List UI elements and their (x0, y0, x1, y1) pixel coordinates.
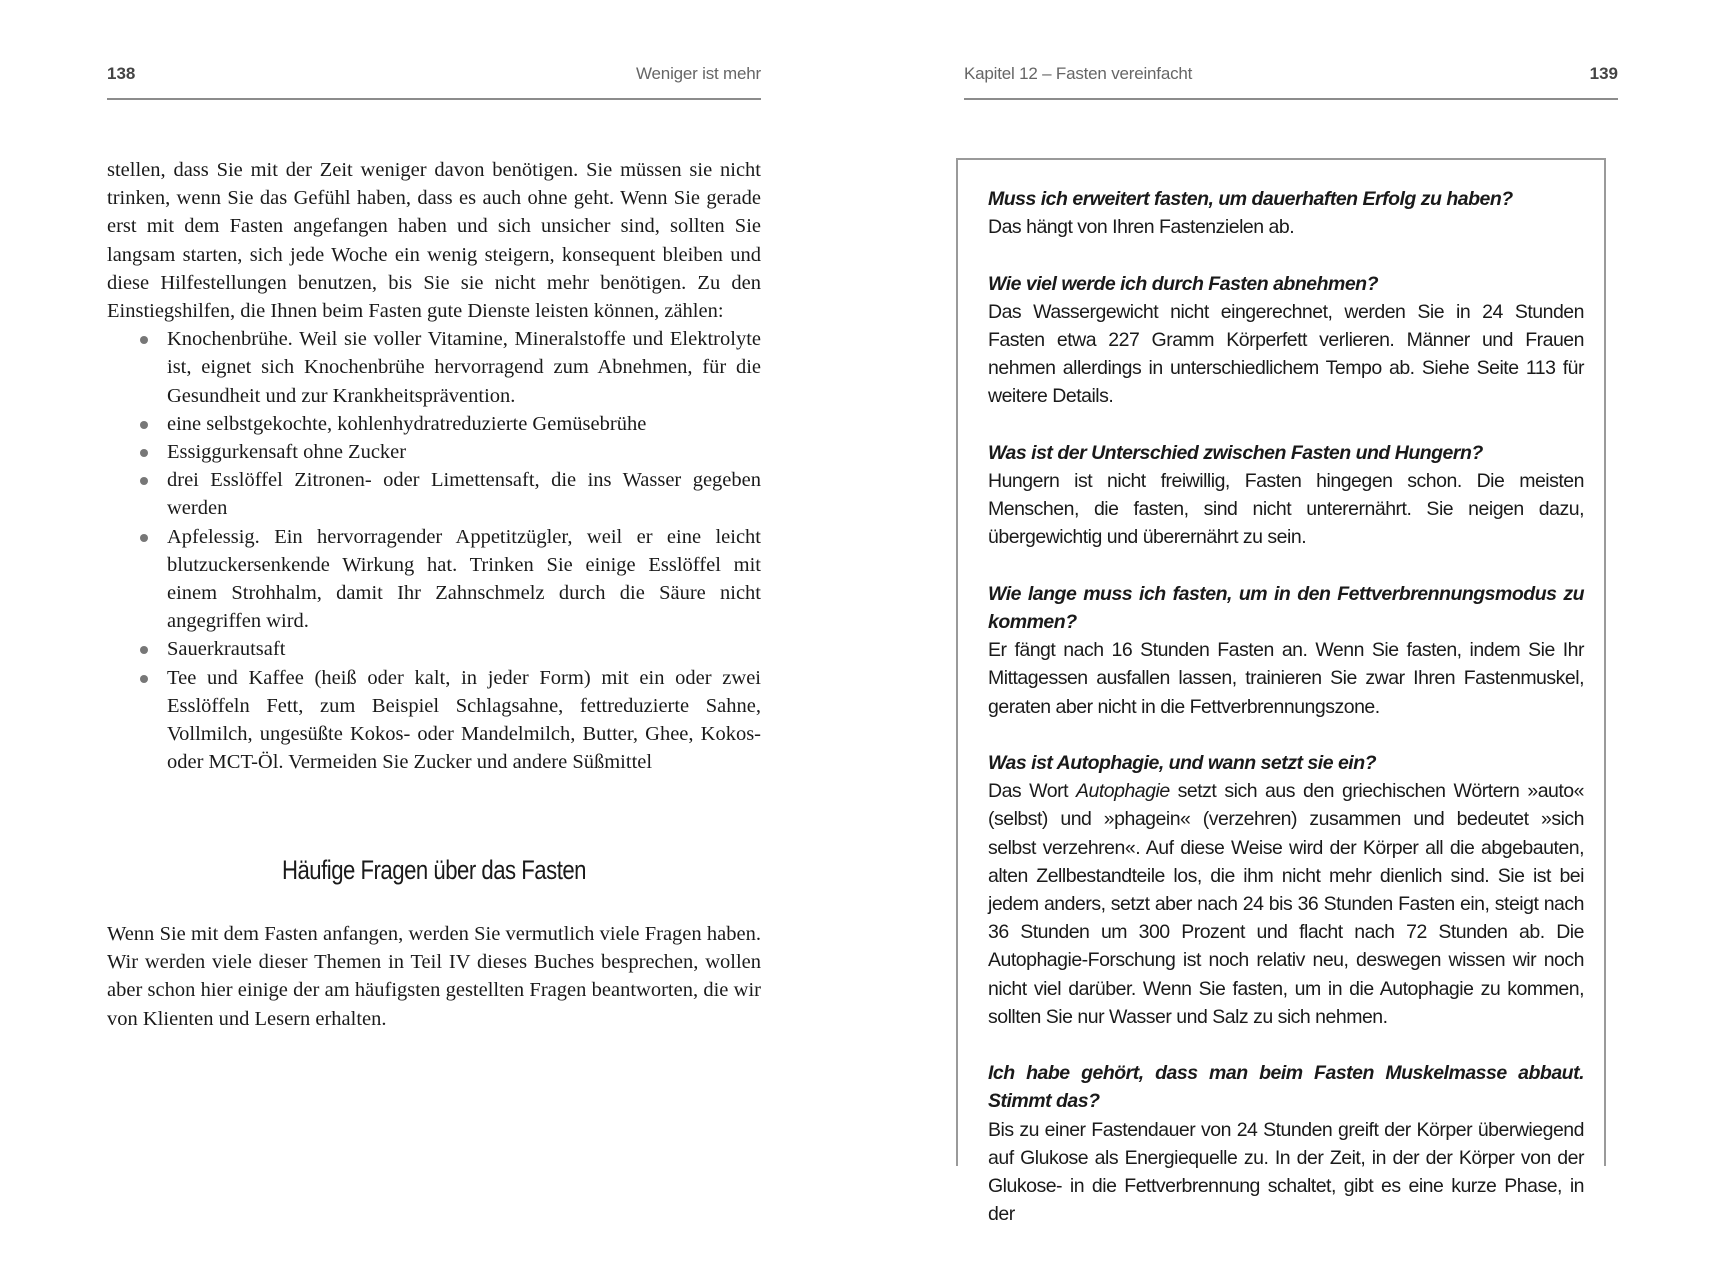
right-page (964, 0, 1618, 1270)
faq-answer: Hungern ist nicht freiwillig, Fasten hingegen schon. Die meisten Menschen, die fasten, sind nicht unterernährt. Sie neigen dazu, übergewichtig und überernährt zu sein. (988, 470, 1584, 549)
list-item: Knochenbrühe. Weil sie voller Vitamine, Mineralstoffe und Elektrolyte ist, eignet sich Knochenbrühe hervorragend zum Abnehmen, für die Gesundheit und zur Krankheitsprävention. (107, 325, 761, 410)
bullet-icon (140, 336, 148, 344)
faq-question: Wie viel werde ich durch Fasten abnehmen? (988, 272, 1379, 295)
list-item: Essiggurkensaft ohne Zucker (107, 438, 761, 466)
emphasis-term: Autophagie (1076, 780, 1170, 803)
list-item: eine selbstgekochte, kohlenhydratreduzierte Gemüsebrühe (107, 410, 761, 438)
outro-paragraph: Wenn Sie mit dem Fasten anfangen, werden Sie vermutlich viele Fragen haben. Wir werden viele dieser Themen in Teil IV dieses Buches besprechen, wollen aber schon hier einige der am häufigsten gestellten Fragen beantworten, die wir von Klienten und Lesern erhalten. (107, 923, 761, 1030)
intro-section (107, 156, 761, 776)
faq-answer: Er fängt nach 16 Stunden Fasten an. Wenn Sie fasten, indem Sie Ihr Mittagessen ausfallen lassen, trainieren Sie zwar Ihren Fastenmuskel, geraten aber nicht in die Fettverbrennungszone. (988, 639, 1584, 718)
running-head-title: Weniger ist mehr (636, 64, 761, 83)
faq-item (988, 185, 1584, 241)
faq-item (988, 1059, 1584, 1228)
faq-item (988, 580, 1584, 721)
faq-question: Wie lange muss ich fasten, um in den Fettverbrennungsmodus zu kommen? (988, 582, 1584, 633)
faq-item (988, 749, 1584, 1031)
aids-list (107, 325, 761, 776)
faq-question: Was ist Autophagie, und wann setzt sie ein? (988, 752, 1377, 774)
faq-answer: Das Wassergewicht nicht eingerechnet, werden Sie in 24 Stunden Fasten etwa 227 Gramm Körperfett verlieren. Männer und Frauen nehmen allerdings in unterschiedlichem Tempo ab. Siehe Seite 113 für weitere Details. (988, 300, 1584, 408)
faq-box (956, 158, 1606, 1226)
faq-question: Was ist der Unterschied zwischen Fasten und Hungern? (988, 441, 1483, 464)
faq-question: Muss ich erweitert fasten, um dauerhaften Erfolg zu haben? (988, 188, 1513, 210)
bullet-icon (140, 421, 148, 429)
page-number: 139 (1589, 64, 1618, 83)
page-number: 138 (107, 64, 136, 83)
intro-paragraph: stellen, dass Sie mit der Zeit weniger davon benötigen. Sie müssen sie nicht trinken, wenn Sie das Gefühl haben, dass es auch ohne geht. Wenn Sie gerade erst mit dem Fasten angefangen haben und sich unsicher sind, sollten Sie langsam starten, sich jede Woche ein wenig steigern, konsequent bleiben und diese Hilfestellungen benutzen, bis Sie sie nicht mehr benötigen. Zu den Einstiegshilfen, die Ihnen beim Fasten gute Dienste leisten können, zählen: (107, 159, 761, 323)
faq-answer: Bis zu einer Fastendauer von 24 Stunden greift der Körper überwiegend auf Glukose als Energiequelle zu. In der Zeit, in der der Körper von der Glukose- in die Fettverbrennung schaltet, gibt es eine kurze Phase, in der (988, 1118, 1584, 1226)
faq-answer: Das hängt von Ihren Fastenzielen ab. (988, 216, 1295, 239)
faq-list (988, 185, 1584, 1257)
section-heading: Häufige Fragen über das Fasten (281, 855, 586, 885)
bullet-icon (140, 646, 148, 654)
bullet-icon (140, 675, 148, 683)
list-item: Apfelessig. Ein hervorragender Appetitzügler, weil er eine leicht blutzuckersenkende Wirkung hat. Trinken Sie einige Esslöffel mit einem Strohhalm, damit Ihr Zahnschmelz durch die Säure nicht angegriffen wird. (107, 523, 761, 636)
bullet-icon (140, 534, 148, 542)
running-head-title: Kapitel 12 – Fasten vereinfacht (964, 64, 1193, 83)
bullet-icon (140, 449, 148, 457)
list-item: Tee und Kaffee (heiß oder kalt, in jeder Form) mit ein oder zwei Esslöffeln Fett, zum Beispiel Schlagsahne, fettreduzierte Sahne, Vollmilch, ungesüßte Kokos- oder Mandelmilch, Butter, Ghee, Kokos- oder MCT-Öl. Vermeiden Sie Zucker und andere Süßmittel (107, 664, 761, 777)
running-head-left (107, 58, 761, 100)
faq-item (988, 270, 1584, 411)
list-item: drei Esslöffel Zitronen- oder Limettensaft, die ins Wasser gegeben werden (107, 466, 761, 522)
left-page (107, 0, 761, 1270)
outro-section (107, 920, 761, 1033)
faq-item (988, 439, 1584, 552)
faq-answer: Das Wort Autophagie setzt sich aus den griechischen Wörtern »auto« (selbst) und »phagein« (verzehren) zusammen und bedeutet »sich selbst verzehren«. Auf diese Weise wird der Körper all die abgebauten, alten Zellbestandteile los, die ihm nicht mehr dienlich sind. Sie ist bei jedem anders, setzt aber nach 24 bis 36 Stunden Fasten ein, steigt nach 36 Stunden um 300 Prozent und flacht nach 72 Stunden ab. Die Autophagie-Forschung ist noch relativ neu, deswegen wissen wir noch nicht viel darüber. Wenn Sie fasten, um in die Autophagie zu kommen, sollten Sie nur Wasser und Salz zu sich nehmen. (988, 780, 1584, 1028)
faq-question: Ich habe gehört, dass man beim Fasten Muskelmasse abbaut. Stimmt das? (988, 1062, 1584, 1113)
list-item: Sauerkrautsaft (107, 635, 761, 663)
running-head-right (964, 58, 1618, 100)
bullet-icon (140, 477, 148, 485)
